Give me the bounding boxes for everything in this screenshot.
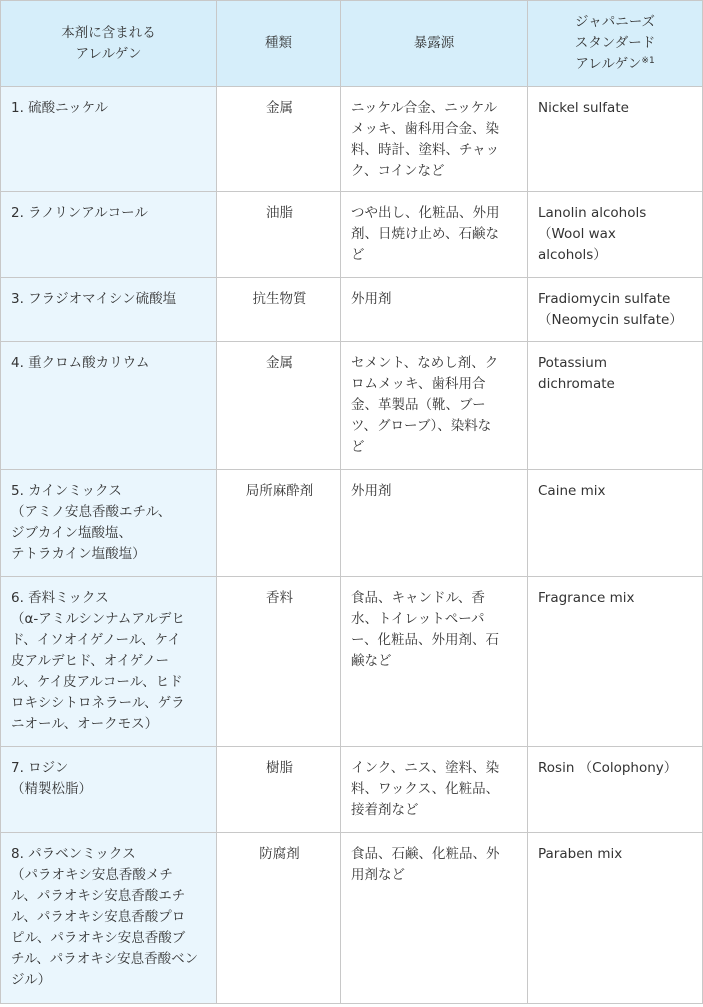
source-cell-line: 料、ワックス、化粧品、: [351, 781, 500, 797]
allergen-cell-line: （アミノ安息香酸エチル、: [11, 504, 172, 520]
source-cell-line: 料、時計、塗料、チャッ: [351, 142, 500, 158]
source-cell-line: ー、化粧品、外用剤、石: [351, 632, 499, 648]
jsa-cell-line: dichromate: [538, 376, 615, 392]
source-cell-line: 外用剤: [351, 291, 392, 307]
source-cell-line: ニッケル合金、ニッケル: [351, 100, 498, 116]
jsa-cell: [528, 833, 703, 1004]
header-jsa: [528, 1, 703, 87]
source-cell-line: 水、トイレットペーパ: [351, 611, 485, 627]
allergen-cell-line: 3. フラジオマイシン硫酸塩: [11, 291, 177, 307]
source-cell-line: ど: [351, 439, 365, 455]
table-row: [1, 278, 703, 342]
header-allergen: [1, 1, 217, 87]
header-jsa-line: スタンダード: [574, 35, 656, 51]
source-cell: [341, 470, 528, 577]
type-cell: 樹脂: [217, 747, 341, 833]
source-cell-line: メッキ、歯科用合金、染: [351, 121, 499, 137]
allergen-cell-line: テトラカイン塩酸塩）: [11, 546, 146, 562]
allergen-cell-line: ル、パラオキシ安息香酸プロ: [11, 909, 186, 925]
header-source: 暴露源: [341, 1, 528, 87]
allergen-cell-line: 1. 硫酸ニッケル: [11, 100, 108, 116]
allergen-cell: [1, 577, 217, 747]
allergen-cell-line: ド、イソオイゲノール、ケイ: [11, 632, 181, 648]
type-cell: 局所麻酔剤: [217, 470, 341, 577]
source-cell: [341, 747, 528, 833]
source-cell-line: 用剤など: [351, 867, 405, 883]
allergen-cell-line: 皮アルデヒド、オイゲノー: [11, 653, 169, 669]
jsa-cell: [528, 192, 703, 278]
source-cell: [341, 833, 528, 1004]
allergen-cell-line: ピル、パラオキシ安息香酸ブ: [11, 930, 186, 946]
jsa-cell-line: Fragrance mix: [538, 590, 635, 606]
table-row: [1, 470, 703, 577]
source-cell-line: ク、コインなど: [351, 163, 445, 179]
allergen-cell-line: （精製松脂）: [11, 781, 92, 797]
header-jsa-line: [534, 54, 696, 75]
source-cell: [341, 342, 528, 470]
allergen-cell-line: ル、パラオキシ安息香酸エチ: [11, 888, 186, 904]
jsa-cell-line: Rosin （Colophony）: [538, 760, 678, 776]
type-cell: 香料: [217, 577, 341, 747]
source-cell: [341, 192, 528, 278]
source-cell-line: インク、ニス、塗料、染: [351, 760, 500, 776]
allergen-cell-line: ニオール、オークモス）: [11, 716, 159, 732]
jsa-cell-line: Lanolin alcohols: [538, 205, 647, 221]
table-body: [1, 87, 703, 1004]
jsa-cell: [528, 342, 703, 470]
jsa-cell-line: Nickel sulfate: [538, 100, 629, 116]
source-cell: [341, 87, 528, 192]
table-row: [1, 192, 703, 278]
type-cell: 防腐剤: [217, 833, 341, 1004]
source-cell-line: 外用剤: [351, 483, 392, 499]
source-cell-line: ツ、グローブ）、染料な: [351, 418, 492, 434]
jsa-cell-line: Caine mix: [538, 483, 606, 499]
allergen-cell-line: チル、パラオキシ安息香酸ベン: [11, 951, 199, 967]
table-row: [1, 342, 703, 470]
jsa-cell-line: Potassium: [538, 355, 608, 371]
source-cell: [341, 577, 528, 747]
type-cell: 金属: [217, 342, 341, 470]
header-allergen-line: 本剤に含まれる: [61, 24, 156, 41]
allergen-cell-line: ジブカイン塩酸塩、: [11, 525, 132, 541]
jsa-cell-line: （Neomycin sulfate）: [538, 312, 683, 328]
allergen-cell: [1, 747, 217, 833]
header-jsa-text: アレルゲン: [575, 56, 642, 72]
allergen-cell: [1, 87, 217, 192]
source-cell-line: ど: [351, 247, 365, 263]
source-cell-line: 剤、日焼け止め、石鹸な: [351, 226, 499, 242]
jsa-cell: [528, 470, 703, 577]
source-cell-line: 食品、石鹸、化粧品、外: [351, 846, 500, 862]
source-cell-line: 金、革製品（靴、ブー: [351, 397, 486, 413]
allergen-cell-line: 5. カインミックス: [11, 483, 122, 499]
allergen-cell-line: 8. パラベンミックス: [11, 846, 136, 862]
type-cell: 抗生物質: [217, 278, 341, 342]
allergen-cell: [1, 470, 217, 577]
header-type: 種類: [217, 1, 341, 87]
jsa-cell-line: Paraben mix: [538, 846, 623, 862]
source-cell-line: 鹸など: [351, 653, 392, 669]
allergen-cell-line: （α-アミルシンナムアルデヒ: [11, 611, 185, 627]
jsa-cell: [528, 278, 703, 342]
table-row: [1, 87, 703, 192]
footnote-marker: ※1: [641, 56, 655, 66]
source-cell: [341, 278, 528, 342]
allergen-cell-line: ロキシシトロネラール、ゲラ: [11, 695, 185, 711]
jsa-cell: [528, 87, 703, 192]
source-cell-line: 接着剤など: [351, 802, 419, 818]
allergen-cell-line: ル、ケイ皮アルコール、ヒド: [11, 674, 183, 690]
header-jsa-line: ジャパニーズ: [574, 14, 656, 30]
type-cell: 油脂: [217, 192, 341, 278]
allergen-cell-line: 6. 香料ミックス: [11, 590, 109, 606]
jsa-cell-line: alcohols）: [538, 247, 607, 263]
jsa-cell-line: （Wool wax: [538, 226, 616, 242]
allergen-cell-line: 4. 重クロム酸カリウム: [11, 355, 150, 371]
jsa-cell-line: Fradiomycin sulfate: [538, 291, 671, 307]
table-row: [1, 747, 703, 833]
allergen-cell: [1, 833, 217, 1004]
allergen-cell-line: （パラオキシ安息香酸メチ: [11, 867, 173, 883]
allergen-cell: [1, 192, 217, 278]
type-cell: 金属: [217, 87, 341, 192]
allergen-cell-line: 7. ロジン: [11, 760, 69, 776]
allergen-cell-line: ジル）: [11, 972, 52, 988]
allergen-cell-line: 2. ラノリンアルコール: [11, 205, 148, 221]
source-cell-line: ロムメッキ、歯科用合: [351, 376, 486, 392]
source-cell-line: セメント、なめし剤、ク: [351, 355, 499, 371]
header-row: [1, 1, 703, 87]
allergen-cell: [1, 342, 217, 470]
header-allergen-line: アレルゲン: [75, 45, 142, 62]
jsa-cell: [528, 577, 703, 747]
table-row: [1, 577, 703, 747]
allergen-cell: [1, 278, 217, 342]
table-row: [1, 833, 703, 1004]
jsa-cell: [528, 747, 703, 833]
source-cell-line: つや出し、化粧品、外用: [351, 205, 500, 221]
source-cell-line: 食品、キャンドル、香: [351, 590, 485, 606]
